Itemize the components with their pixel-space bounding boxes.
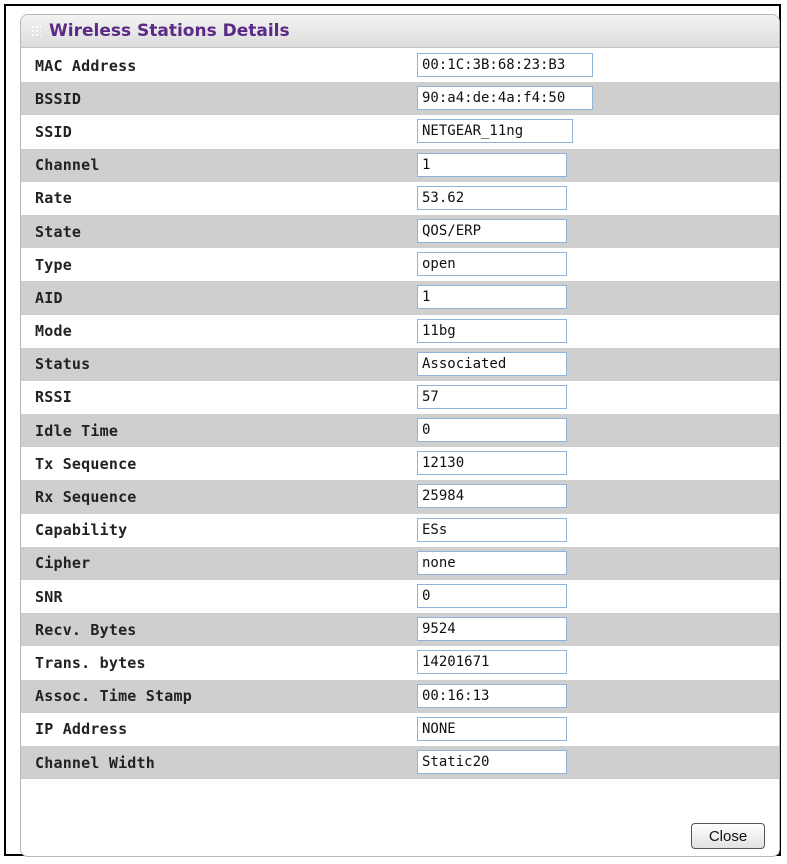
field-label: Channel Width [35, 753, 155, 772]
panel-title-bar [21, 15, 779, 48]
row-tx-sequence [21, 447, 779, 480]
close-button[interactable]: Close [691, 823, 765, 849]
ssid-field[interactable]: NETGEAR_11ng [417, 119, 573, 143]
trans-bytes-field[interactable]: 14201671 [417, 650, 567, 674]
field-label: Rate [35, 189, 72, 208]
field-label: Tx Sequence [35, 454, 137, 473]
row-bssid [21, 82, 779, 115]
row-rx-sequence [21, 480, 779, 513]
field-label: Type [35, 255, 72, 274]
row-assoc-time-stamp [21, 680, 779, 713]
aid-field[interactable]: 1 [417, 285, 567, 309]
field-label: RSSI [35, 388, 72, 407]
capability-field[interactable]: ESs [417, 518, 567, 542]
field-label: State [35, 222, 82, 241]
row-aid [21, 281, 779, 314]
field-label: BSSID [35, 89, 82, 108]
details-table [21, 49, 779, 779]
mac-address-field[interactable]: 00:1C:3B:68:23:B3 [417, 53, 593, 77]
field-label: Rx Sequence [35, 488, 137, 507]
field-label: SNR [35, 587, 63, 606]
field-label: Status [35, 355, 91, 374]
row-ssid [21, 115, 779, 148]
snr-field[interactable]: 0 [417, 584, 567, 608]
row-status [21, 348, 779, 381]
field-label: SSID [35, 122, 72, 141]
row-ip-address [21, 713, 779, 746]
bssid-field[interactable]: 90:a4:de:4a:f4:50 [417, 86, 593, 110]
ip-address-field[interactable]: NONE [417, 717, 567, 741]
row-mode [21, 315, 779, 348]
row-idle-time [21, 414, 779, 447]
rssi-field[interactable]: 57 [417, 385, 567, 409]
channel-field[interactable]: 1 [417, 153, 567, 177]
wireless-stations-details-panel [20, 14, 780, 857]
row-recv-bytes [21, 613, 779, 646]
idle-time-field[interactable]: 0 [417, 418, 567, 442]
assoc-time-stamp-field[interactable]: 00:16:13 [417, 684, 567, 708]
field-label: Capability [35, 521, 128, 540]
field-label: IP Address [35, 720, 128, 739]
panel-title: Wireless Stations Details [49, 21, 290, 41]
grip-dots-icon [31, 25, 41, 37]
status-field[interactable]: Associated [417, 352, 567, 376]
rx-sequence-field[interactable]: 25984 [417, 484, 567, 508]
recv-bytes-field[interactable]: 9524 [417, 617, 567, 641]
field-label: Assoc. Time Stamp [35, 687, 192, 706]
field-label: Mode [35, 322, 72, 341]
row-rssi [21, 381, 779, 414]
cipher-field[interactable]: none [417, 551, 567, 575]
mode-field[interactable]: 11bg [417, 319, 567, 343]
field-label: Cipher [35, 554, 91, 573]
channel-width-field[interactable]: Static20 [417, 750, 567, 774]
field-label: AID [35, 288, 63, 307]
field-label: Idle Time [35, 421, 119, 440]
field-label: Trans. bytes [35, 653, 146, 672]
rate-field[interactable]: 53.62 [417, 186, 567, 210]
field-label: Channel [35, 156, 100, 175]
row-trans-bytes [21, 646, 779, 679]
row-rate [21, 182, 779, 215]
row-state [21, 215, 779, 248]
dialog-frame [4, 4, 781, 856]
type-field[interactable]: open [417, 252, 567, 276]
state-field[interactable]: QOS/ERP [417, 219, 567, 243]
panel-footer [21, 813, 779, 855]
field-label: MAC Address [35, 56, 137, 75]
row-mac-address [21, 49, 779, 82]
row-capability [21, 514, 779, 547]
row-channel-width [21, 746, 779, 779]
row-channel [21, 149, 779, 182]
row-cipher [21, 547, 779, 580]
field-label: Recv. Bytes [35, 620, 137, 639]
row-snr [21, 580, 779, 613]
row-type [21, 248, 779, 281]
tx-sequence-field[interactable]: 12130 [417, 451, 567, 475]
